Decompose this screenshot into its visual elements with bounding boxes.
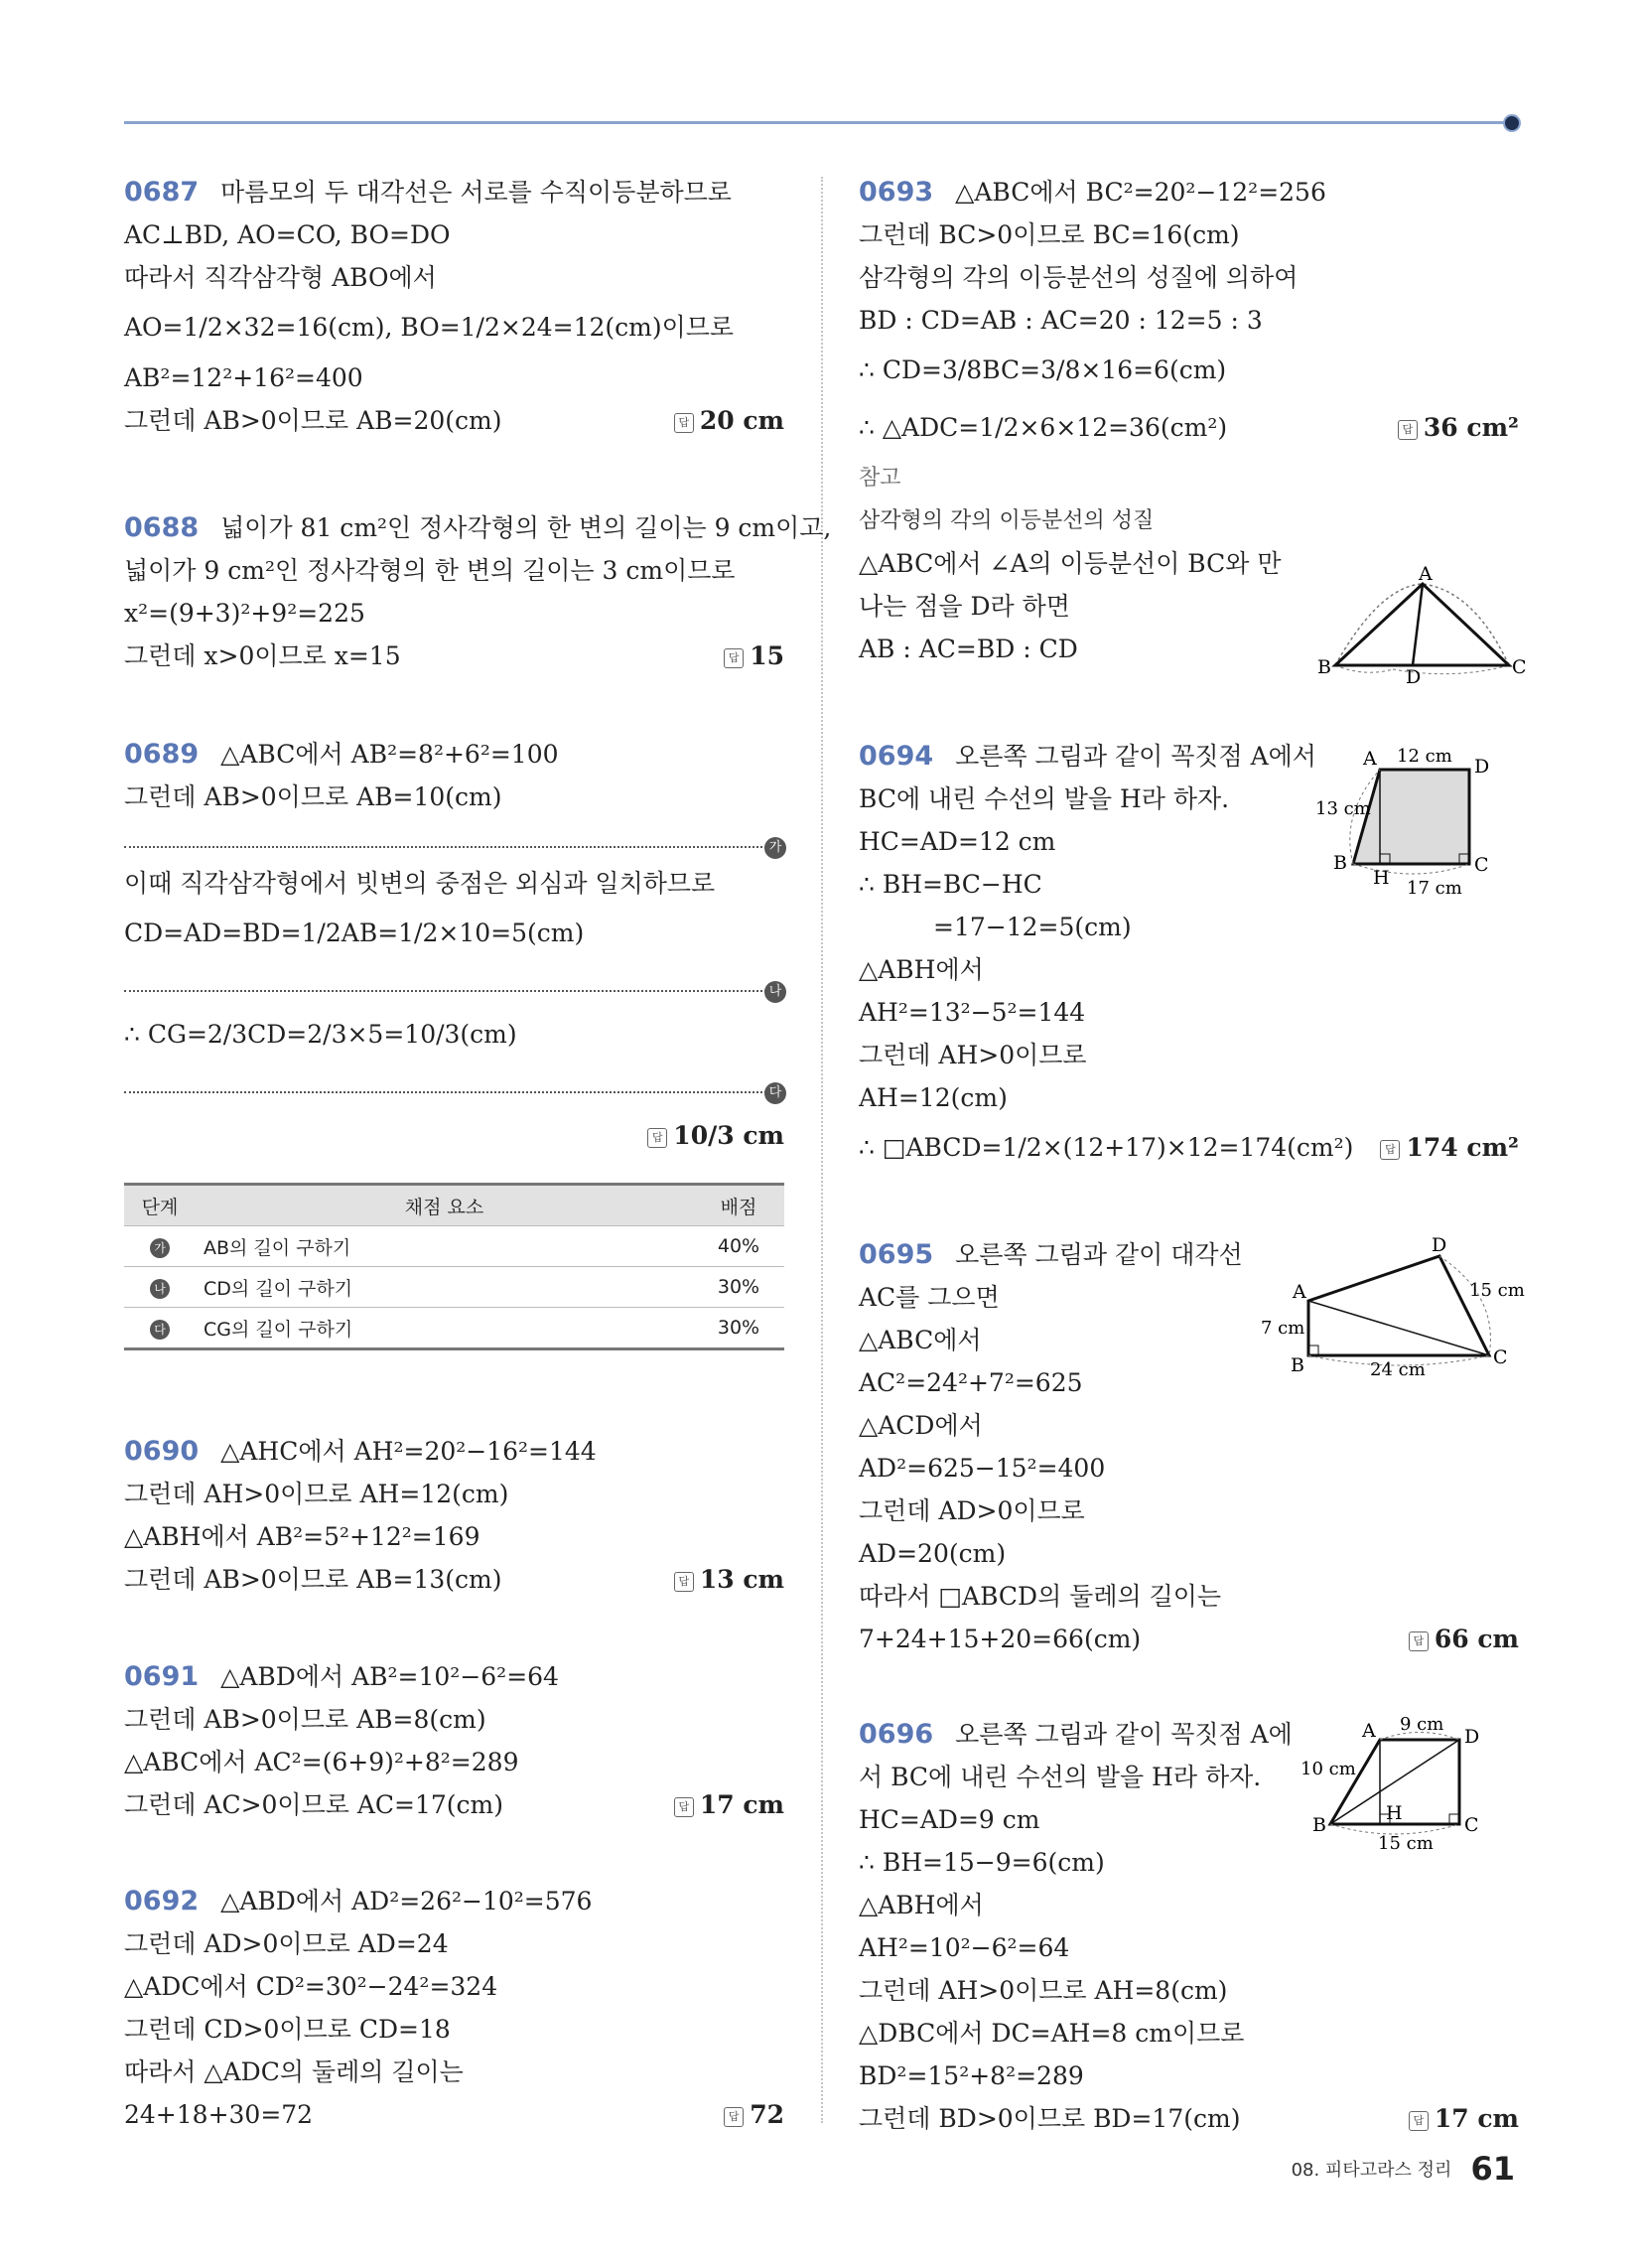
solution-line: 그런데 x>0이므로 x=15 xyxy=(124,641,401,670)
solution-line: △ABH에서 AB²=5²+12²=169 xyxy=(124,1522,480,1551)
solution-line: x²=(9+3)²+9²=225 xyxy=(124,599,365,628)
problem-number: 0691 xyxy=(124,1661,200,1692)
fig-label: B xyxy=(1317,656,1331,678)
answer: 답 17 cm xyxy=(674,1783,784,1826)
fig-label: D xyxy=(1464,1726,1480,1748)
page-number: 61 xyxy=(1470,2150,1515,2188)
solution-line: AH=12(cm) xyxy=(859,1083,1008,1112)
table-cell: 30% xyxy=(693,1308,784,1349)
table-cell: 30% xyxy=(693,1267,784,1308)
answer-icon: 답 xyxy=(724,2107,744,2127)
fig-label: 15 cm xyxy=(1378,1833,1434,1854)
solution-line: 그런데 AB>0이므로 AB=13(cm) xyxy=(124,1565,502,1594)
fig-label: A xyxy=(1293,1281,1306,1303)
table-row xyxy=(124,1308,784,1349)
solution-line: 그런데 BD>0이므로 BD=17(cm) xyxy=(859,2104,1241,2133)
answer-icon: 답 xyxy=(674,1797,694,1817)
fig-label: H xyxy=(1373,867,1390,889)
step-separator xyxy=(124,826,782,855)
fig-label: A xyxy=(1419,563,1433,585)
trapezoid-figure-0694 xyxy=(1315,740,1519,909)
solution-line: 넓이가 9 cm²인 정사각형의 한 변의 길이는 3 cm이므로 xyxy=(124,556,736,585)
solution-line: 서 BC에 내린 수선의 발을 H라 하자. xyxy=(859,1763,1262,1791)
solution-line: 그런데 CD>0이므로 CD=18 xyxy=(124,2015,451,2044)
step-separator xyxy=(124,1071,782,1100)
problem-number: 0688 xyxy=(124,512,200,543)
step-mark: 다 xyxy=(764,1082,786,1104)
solution-line: AC⊥BD, AO=CO, BO=DO xyxy=(124,220,451,249)
fig-label: A xyxy=(1362,1720,1376,1742)
fig-label: 24 cm xyxy=(1370,1359,1426,1380)
answer-icon: 답 xyxy=(1380,1140,1400,1160)
solution-line: 따라서 직각삼각형 ABO에서 xyxy=(124,263,437,292)
table-cell: CG의 길이 구하기 xyxy=(196,1308,693,1349)
solution-line: AH²=10²−6²=64 xyxy=(859,1933,1070,1962)
step-mark: 다 xyxy=(150,1320,170,1340)
problem-0692 xyxy=(124,1880,784,2136)
solution-line: HC=AD=9 cm xyxy=(859,1805,1040,1834)
solution-line: 그런데 AC>0이므로 AC=17(cm) xyxy=(124,1790,503,1819)
solution-line: 따라서 □ABCD의 둘레의 길이는 xyxy=(859,1582,1222,1611)
solution-line: AD²=625−15²=400 xyxy=(859,1454,1106,1483)
fig-label: B xyxy=(1312,1814,1326,1836)
problem-number: 0696 xyxy=(859,1719,934,1750)
answer-icon: 답 xyxy=(724,648,744,668)
solution-line: 이때 직각삼각형에서 빗변의 중점은 외심과 일치하므로 xyxy=(124,869,716,898)
note-line: AB : AC=BD : CD xyxy=(859,635,1078,663)
fig-label: D xyxy=(1406,666,1422,688)
solution-line: 오른쪽 그림과 같이 대각선 xyxy=(955,1240,1243,1269)
solution-line: 그런데 AB>0이므로 AB=10(cm) xyxy=(124,782,502,811)
trapezoid-figure-0696 xyxy=(1300,1710,1519,1859)
solution-line: 7+24+15+20=66(cm) xyxy=(859,1625,1142,1653)
fig-label: H xyxy=(1386,1802,1403,1824)
solution-line: 그런데 AB>0이므로 AB=20(cm) xyxy=(124,406,502,435)
table-header: 단계 xyxy=(124,1185,196,1226)
solution-line: ∴ BH=BC−HC xyxy=(859,870,1042,899)
solution-line: 그런데 AD>0이므로 xyxy=(859,1496,1085,1525)
answer-icon: 답 xyxy=(1398,420,1418,440)
answer-icon: 답 xyxy=(674,1572,694,1592)
fig-label: C xyxy=(1464,1814,1479,1836)
table-cell: AB의 길이 구하기 xyxy=(196,1226,693,1267)
step-mark: 가 xyxy=(764,837,786,859)
solution-line: ∴ CD=3/8BC=3/8×16=6(cm) xyxy=(859,355,1227,384)
solution-line: 그런데 AH>0이므로 AH=8(cm) xyxy=(859,1976,1228,2005)
table-row xyxy=(124,1267,784,1308)
answer: 답 66 cm xyxy=(1409,1618,1519,1660)
step-mark: 가 xyxy=(150,1238,170,1258)
solution-line: △ABD에서 AD²=26²−10²=576 xyxy=(220,1887,593,1915)
answer-icon: 답 xyxy=(1409,2111,1429,2131)
fig-label: B xyxy=(1333,852,1347,874)
solution-line: △DBC에서 DC=AH=8 cm이므로 xyxy=(859,2019,1245,2048)
step-mark: 나 xyxy=(150,1279,170,1299)
problem-number: 0690 xyxy=(124,1436,200,1467)
fig-label: C xyxy=(1474,854,1489,876)
solution-line: HC=AD=12 cm xyxy=(859,827,1056,856)
fig-label: 10 cm xyxy=(1300,1759,1356,1779)
fig-label: 7 cm xyxy=(1261,1318,1305,1339)
solution-line: 그런데 AB>0이므로 AB=8(cm) xyxy=(124,1705,486,1734)
fig-label: C xyxy=(1493,1347,1508,1368)
fig-label: 13 cm xyxy=(1315,798,1371,819)
fig-label: 17 cm xyxy=(1407,878,1462,899)
solution-line: 삼각형의 각의 이등분선의 성질에 의하여 xyxy=(859,263,1299,292)
table-row xyxy=(124,1226,784,1267)
solution-line: △ABC에서 AB²=8²+6²=100 xyxy=(220,740,559,769)
problem-0691 xyxy=(124,1655,784,1826)
solution-line: △ADC에서 CD²=30²−24²=324 xyxy=(124,1972,498,2001)
step-mark: 나 xyxy=(764,981,786,1003)
problem-number: 0693 xyxy=(859,177,934,208)
angle-bisector-figure xyxy=(1317,563,1527,688)
chapter-title: 08. 피타고라스 정리 xyxy=(1291,2160,1452,2181)
header-rule xyxy=(124,121,1514,124)
answer: 답 10/3 cm xyxy=(647,1107,784,1165)
solution-line: △ABH에서 xyxy=(859,1891,984,1919)
table-cell: 40% xyxy=(693,1226,784,1267)
solution-line: △ABD에서 AB²=10²−6²=64 xyxy=(220,1662,559,1691)
problem-0688 xyxy=(124,506,832,677)
answer: 답 15 xyxy=(724,635,784,677)
fig-label: B xyxy=(1291,1354,1304,1376)
solution-line: 따라서 △ADC의 둘레의 길이는 xyxy=(124,2057,464,2086)
problem-number: 0687 xyxy=(124,177,200,208)
answer: 답 174 cm² xyxy=(1380,1119,1519,1177)
solution-line: AC²=24²+7²=625 xyxy=(859,1368,1083,1397)
solution-line: ∴ □ABCD=1/2×(12+17)×12=174(cm²) xyxy=(859,1133,1354,1162)
solution-line: 오른쪽 그림과 같이 꼭짓점 A에 xyxy=(955,1720,1293,1749)
page-footer xyxy=(1292,2150,1515,2188)
solution-line: ∴ CG=2/3CD=2/3×5=10/3(cm) xyxy=(124,1020,517,1049)
table-header: 배점 xyxy=(693,1185,784,1226)
solution-line: 넓이가 81 cm²인 정사각형의 한 변의 길이는 9 cm이고, xyxy=(220,513,832,542)
problem-0690 xyxy=(124,1430,784,1601)
fig-label: 12 cm xyxy=(1397,746,1452,767)
answer-icon: 답 xyxy=(674,413,694,433)
solution-line: △ABC에서 BC²=20²−12²=256 xyxy=(955,178,1326,207)
solution-line: ∴ △ADC=1/2×6×12=36(cm²) xyxy=(859,413,1228,442)
column-divider xyxy=(821,177,823,2123)
fig-label: D xyxy=(1432,1234,1447,1256)
table-header: 채점 요소 xyxy=(196,1185,693,1226)
solution-line: 24+18+30=72 xyxy=(124,2100,314,2129)
solution-line: BD : CD=AB : AC=20 : 12=5 : 3 xyxy=(859,306,1263,335)
answer: 답 36 cm² xyxy=(1398,399,1519,457)
problem-number: 0692 xyxy=(124,1886,200,1916)
quadrilateral-figure-0695 xyxy=(1261,1234,1525,1385)
fig-label: C xyxy=(1512,656,1527,678)
solution-line: ∴ BH=15−9=6(cm) xyxy=(859,1848,1105,1877)
solution-line: 그런데 BC>0이므로 BC=16(cm) xyxy=(859,220,1240,249)
note-line: △ABC에서 ∠A의 이등분선이 BC와 만 xyxy=(859,549,1282,578)
answer: 답 20 cm xyxy=(674,399,784,442)
fig-label: D xyxy=(1474,756,1490,778)
solution-line: △ABH에서 xyxy=(859,955,984,984)
solution-line: BD²=15²+8²=289 xyxy=(859,2061,1084,2090)
answer: 답 13 cm xyxy=(674,1558,784,1601)
note-line: 나는 점을 D라 하면 xyxy=(859,592,1070,621)
fig-label: 15 cm xyxy=(1469,1280,1525,1301)
solution-line: 그런데 AH>0이므로 AH=12(cm) xyxy=(124,1480,509,1508)
problem-number: 0695 xyxy=(859,1239,934,1270)
solution-line: AD=20(cm) xyxy=(859,1539,1007,1568)
solution-line: BC에 내린 수선의 발을 H라 하자. xyxy=(859,784,1230,813)
solution-line: 그런데 AD>0이므로 AD=24 xyxy=(124,1929,449,1958)
header-dot xyxy=(1503,114,1521,132)
scoring-table xyxy=(124,1183,784,1350)
answer-icon: 답 xyxy=(1409,1631,1429,1651)
note-label: 참고 xyxy=(859,466,901,491)
fig-label: 9 cm xyxy=(1400,1714,1444,1735)
solution-line: 마름모의 두 대각선은 서로를 수직이등분하므로 xyxy=(220,178,732,207)
solution-line: △AHC에서 AH²=20²−16²=144 xyxy=(220,1437,597,1466)
solution-line: △ACD에서 xyxy=(859,1411,983,1440)
answer-icon: 답 xyxy=(647,1128,667,1148)
solution-line: CD=AD=BD=1/2AB=1/2×10=5(cm) xyxy=(124,919,585,947)
solution-line: AB²=12²+16²=400 xyxy=(124,363,363,392)
solution-line: 그런데 AH>0이므로 xyxy=(859,1041,1087,1069)
solution-line: =17−12=5(cm) xyxy=(933,913,1132,941)
solution-line: AC를 그으면 xyxy=(859,1283,1000,1312)
note-title: 삼각형의 각의 이등분선의 성질 xyxy=(859,508,1155,533)
solution-line: AH²=13²−5²=144 xyxy=(859,998,1086,1027)
answer: 답 17 cm xyxy=(1409,2097,1519,2140)
fig-label: A xyxy=(1363,748,1377,770)
problem-0687 xyxy=(124,171,784,442)
problem-number: 0694 xyxy=(859,741,934,772)
solution-line: 오른쪽 그림과 같이 꼭짓점 A에서 xyxy=(955,742,1316,771)
answer: 답 72 xyxy=(724,2093,784,2136)
solution-line: AO=1/2×32=16(cm), BO=1/2×24=12(cm)이므로 xyxy=(124,313,735,342)
problem-0689 xyxy=(124,733,784,1350)
step-separator xyxy=(124,970,782,999)
solution-line: △ABC에서 AC²=(6+9)²+8²=289 xyxy=(124,1748,519,1776)
table-cell: CD의 길이 구하기 xyxy=(196,1267,693,1308)
problem-number: 0689 xyxy=(124,739,200,770)
solution-line: △ABC에서 xyxy=(859,1326,982,1354)
